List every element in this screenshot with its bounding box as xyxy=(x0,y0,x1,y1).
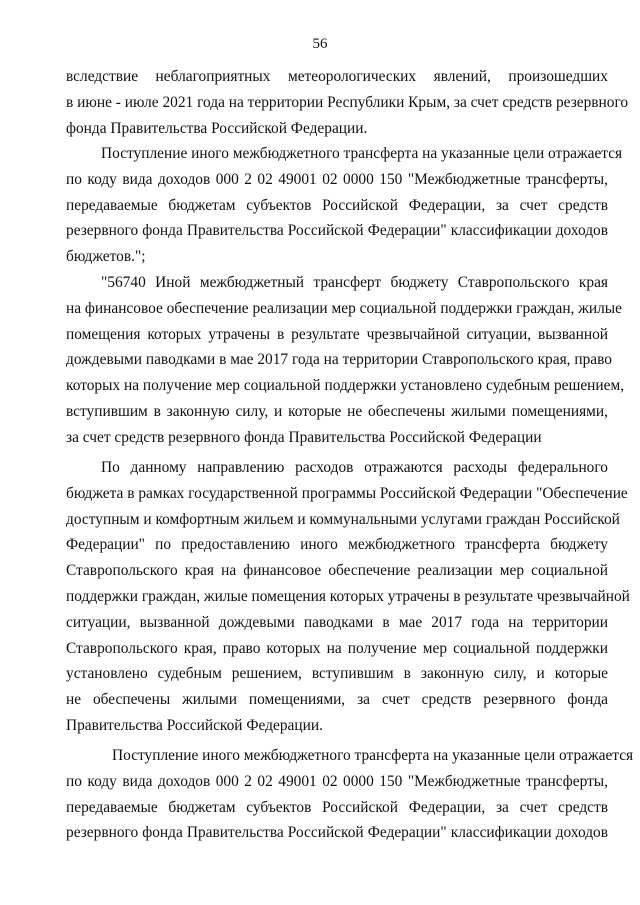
text-line: фонда Правительства Российской Федерации. xyxy=(66,119,368,137)
paragraph-revenue-code xyxy=(66,141,623,270)
page-number: 56 xyxy=(312,36,328,52)
paragraph-expenditure-direction xyxy=(66,455,630,739)
text-line: доступным и комфортным жильем и коммунальными услугами граждан Российской xyxy=(66,510,620,528)
text-line: которых на получение мер социальной поддержки установлено судебным решением, xyxy=(66,377,625,395)
text-line: Ставропольского края, право которых на получение мер социальной поддержки xyxy=(66,639,608,657)
text-line: резервного фонда Правительства Российской Федерации" классификации доходов xyxy=(66,222,608,240)
text-line: в июне - июле 2021 года на территории Республики Крым, за счет средств резервного xyxy=(66,93,629,111)
text-line: передаваемые бюджетам субъектов Российской Федерации, за счет средств xyxy=(66,196,608,214)
text-line: передаваемые бюджетам субъектов Российской Федерации, за счет средств xyxy=(66,798,608,816)
text-line: помещения которых утрачены в результате чрезвычайной ситуации, вызванной xyxy=(66,325,608,343)
text-line: Поступление иного межбюджетного трансферта на указанные цели отражается xyxy=(101,145,623,162)
paragraph-code-56740 xyxy=(66,270,625,451)
text-line: установлено судебным решением, вступившим в законную силу, и которые xyxy=(66,665,608,683)
text-line: поддержки граждан, жилые помещения которых утрачены в результате чрезвычайной xyxy=(66,587,630,605)
text-line: ситуации, вызванной дождевыми паводками в мае 2017 года на территории xyxy=(66,613,608,631)
text-line: "56740 Иной межбюджетный трансферт бюджету Ставропольского края xyxy=(101,274,608,291)
text-line: не обеспечены жилыми помещениями, за счет средств резервного фонда xyxy=(66,691,608,709)
text-line: По данному направлению расходов отражаются расходы федерального xyxy=(101,459,608,476)
text-line: Ставропольского края на финансовое обеспечение реализации мер социальной xyxy=(66,562,608,580)
text-line: на финансовое обеспечение реализации мер социальной поддержки граждан, жилые xyxy=(66,299,622,317)
text-line: Правительства Российской Федерации. xyxy=(66,716,323,734)
paragraph-continuation xyxy=(66,64,629,141)
text-line: по коду вида доходов 000 2 02 49001 02 0000 150 "Межбюджетные трансферты, xyxy=(66,170,608,188)
text-line: за счет средств резервного фонда Правительства Российской Федерации xyxy=(66,428,542,446)
text-line: по коду вида доходов 000 2 02 49001 02 0000 150 "Межбюджетные трансферты, xyxy=(66,772,608,790)
text-line: Поступление иного межбюджетного трансферта на указанные цели отражается xyxy=(112,747,634,764)
paragraph-revenue-code-repeat xyxy=(66,743,634,846)
text-line: бюджетов."; xyxy=(66,248,146,266)
text-line: бюджета в рамках государственной программы Российской Федерации "Обеспечение xyxy=(66,484,628,502)
text-line: вступившим в законную силу, и которые не обеспечены жилыми помещениями, xyxy=(66,402,608,420)
text-line: Федерации" по предоставлению иного межбюджетного трансферта бюджету xyxy=(66,536,608,554)
text-line: резервного фонда Правительства Российской Федерации" классификации доходов xyxy=(66,824,608,842)
text-line: дождевыми паводками в мае 2017 года на территории Ставропольского края, право xyxy=(66,351,612,369)
text-line: вследствие неблагоприятных метеорологических явлений, произошедших xyxy=(66,68,608,85)
